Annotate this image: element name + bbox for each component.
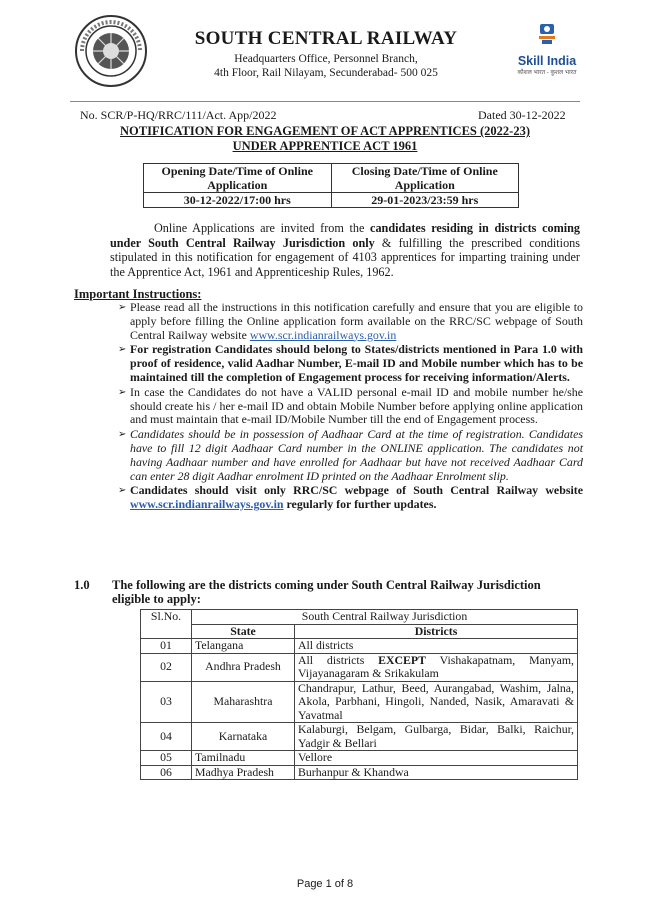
instruction-text: Candidates should be in possession of Aadhaar Card at the time of registration. Candidates have to fill 12 digit Aadhaar Card number in the ONLINE application. The candidates not having Aadhaar number and have enrolled for Aadhaar but have not received Aadhaar Card can enter 28 digit Aadhar enrolment ID printed on the Aadhaar Enrolment slip.	[130, 427, 583, 483]
instruction-item	[118, 386, 583, 427]
row-state: Telangana	[192, 639, 295, 654]
row-state: Andhra Pradesh	[192, 653, 295, 681]
table-row	[141, 639, 578, 654]
instruction-item	[118, 301, 583, 342]
instruction-text: Please read all the instructions in this notification carefully and ensure that you are eligible to apply before filling the Online application form available on the RRC/SC webpage of South Central Railway website	[130, 300, 583, 342]
row-slno: 06	[141, 765, 192, 780]
instruction-text: In case the Candidates do not have a VALID personal e-mail ID and mobile number he/she should create his / her e-mail ID and obtain Mobile Number before applying online application and must maintain that e-mail ID/Mobile Number till the end of Engagement process.	[130, 384, 583, 427]
districts-text: Vishakapatnam, Manyam, Vijayanagaram & Srikakulam	[298, 652, 574, 680]
row-slno: 02	[141, 653, 192, 681]
intro-text-1: Online Applications are invited from the	[154, 221, 371, 235]
row-slno: 01	[141, 639, 192, 654]
row-districts: Burhanpur & Khandwa	[295, 765, 578, 780]
instruction-item	[118, 343, 583, 384]
row-state: Madhya Pradesh	[192, 765, 295, 780]
instruction-item	[118, 484, 583, 512]
row-state: Tamilnadu	[192, 751, 295, 766]
row-districts	[295, 653, 578, 681]
intro-text-2: & fulfilling the prescribed conditions stipulated in this notification for engagement of 4103 apprentices for imparting training under the Apprentice Act, 1961 and Apprenticeship Rules, 1962.	[110, 235, 580, 279]
arrow-bullet-icon: ➢	[118, 344, 127, 356]
opening-date-header: Opening Date/Time of Online Application	[144, 164, 332, 193]
notification-title: NOTIFICATION FOR ENGAGEMENT OF ACT APPRENTICES (2022-23)	[120, 124, 530, 138]
notification-subtitle: UNDER APPRENTICE ACT 1961	[232, 139, 418, 153]
indian-railways-emblem-icon	[74, 14, 148, 88]
section-number: 1.0	[74, 578, 90, 592]
skill-india-word: Skill India	[517, 54, 577, 68]
row-slno: 04	[141, 723, 192, 751]
row-districts: Kalaburgi, Belgam, Gulbarga, Bidar, Balki, Raichur, Yadgir & Bellari	[295, 723, 578, 751]
office-address-line2: 4th Floor, Rail Nilayam, Secunderabad- 500 025	[214, 67, 438, 79]
instruction-item	[118, 428, 583, 483]
instructions-heading: Important Instructions:	[74, 287, 202, 301]
closing-date-header: Closing Date/Time of Online Application	[331, 164, 519, 193]
districts-table	[140, 609, 578, 780]
table-row	[141, 681, 578, 723]
instruction-text: For registration Candidates should belong to States/districts mentioned in Para 1.0 with proof of residence, valid Aadhar Number, E-mail ID and Mobile number which has to be maintained till the completion of Engagement process for receiving information/Alerts.	[130, 342, 583, 384]
row-state: Karnataka	[192, 723, 295, 751]
office-address-line1: Headquarters Office, Personnel Branch,	[234, 53, 418, 65]
districts-text: All districts	[298, 652, 379, 667]
row-state: Maharashtra	[192, 681, 295, 723]
arrow-bullet-icon: ➢	[118, 485, 127, 497]
row-slno: 05	[141, 751, 192, 766]
row-districts: Vellore	[295, 751, 578, 766]
instruction-text-tail: regularly for further updates.	[283, 497, 437, 512]
slno-header: Sl.No.	[141, 610, 192, 639]
row-districts: Chandrapur, Lathur, Beed, Aurangabad, Washim, Jalna, Akola, Parbhani, Hingoli, Nanded, Nasik, Amaravati & Yavatmal	[295, 681, 578, 723]
table-row	[141, 723, 578, 751]
row-districts: All districts	[295, 639, 578, 654]
jurisdiction-header: South Central Railway Jurisdiction	[192, 610, 578, 625]
opening-date-value: 30-12-2022/17:00 hrs	[144, 193, 332, 208]
state-header: State	[192, 624, 295, 639]
intro-text-bold: candidates residing in districts coming under South Central Railway Jurisdiction only	[110, 221, 580, 250]
row-slno: 03	[141, 681, 192, 723]
website-link[interactable]: www.scr.indianrailways.gov.in	[130, 497, 284, 512]
organization-name: SOUTH CENTRAL RAILWAY	[194, 28, 458, 49]
arrow-bullet-icon: ➢	[118, 302, 127, 313]
date-line: Dated 30-12-2022	[478, 108, 566, 122]
reference-number: No. SCR/P-HQ/RRC/111/Act. App/2022	[80, 108, 277, 122]
application-dates-table	[143, 163, 519, 208]
intro-paragraph	[110, 221, 580, 279]
page-number: Page 1 of 8	[296, 878, 354, 890]
closing-date-value: 29-01-2023/23:59 hrs	[331, 193, 519, 208]
arrow-bullet-icon: ➢	[118, 386, 127, 398]
website-link[interactable]: www.scr.indianrailways.gov.in	[249, 327, 397, 342]
districts-header: Districts	[295, 624, 578, 639]
arrow-bullet-icon: ➢	[118, 429, 127, 441]
section-heading: The following are the districts coming under South Central Railway Jurisdiction eligible to apply:	[112, 578, 541, 606]
table-row	[141, 653, 578, 681]
skill-india-tagline: कौशल भारत - कुशल भारत	[517, 70, 577, 76]
except-word: EXCEPT	[378, 652, 426, 667]
table-row	[141, 751, 578, 766]
skill-india-logo	[512, 22, 582, 76]
table-row	[141, 765, 578, 780]
skill-india-icon	[512, 22, 582, 51]
header-divider	[70, 101, 580, 102]
instruction-text: Candidates should visit only RRC/SC webpage of South Central Railway website	[130, 483, 583, 498]
instructions-list	[118, 301, 583, 513]
